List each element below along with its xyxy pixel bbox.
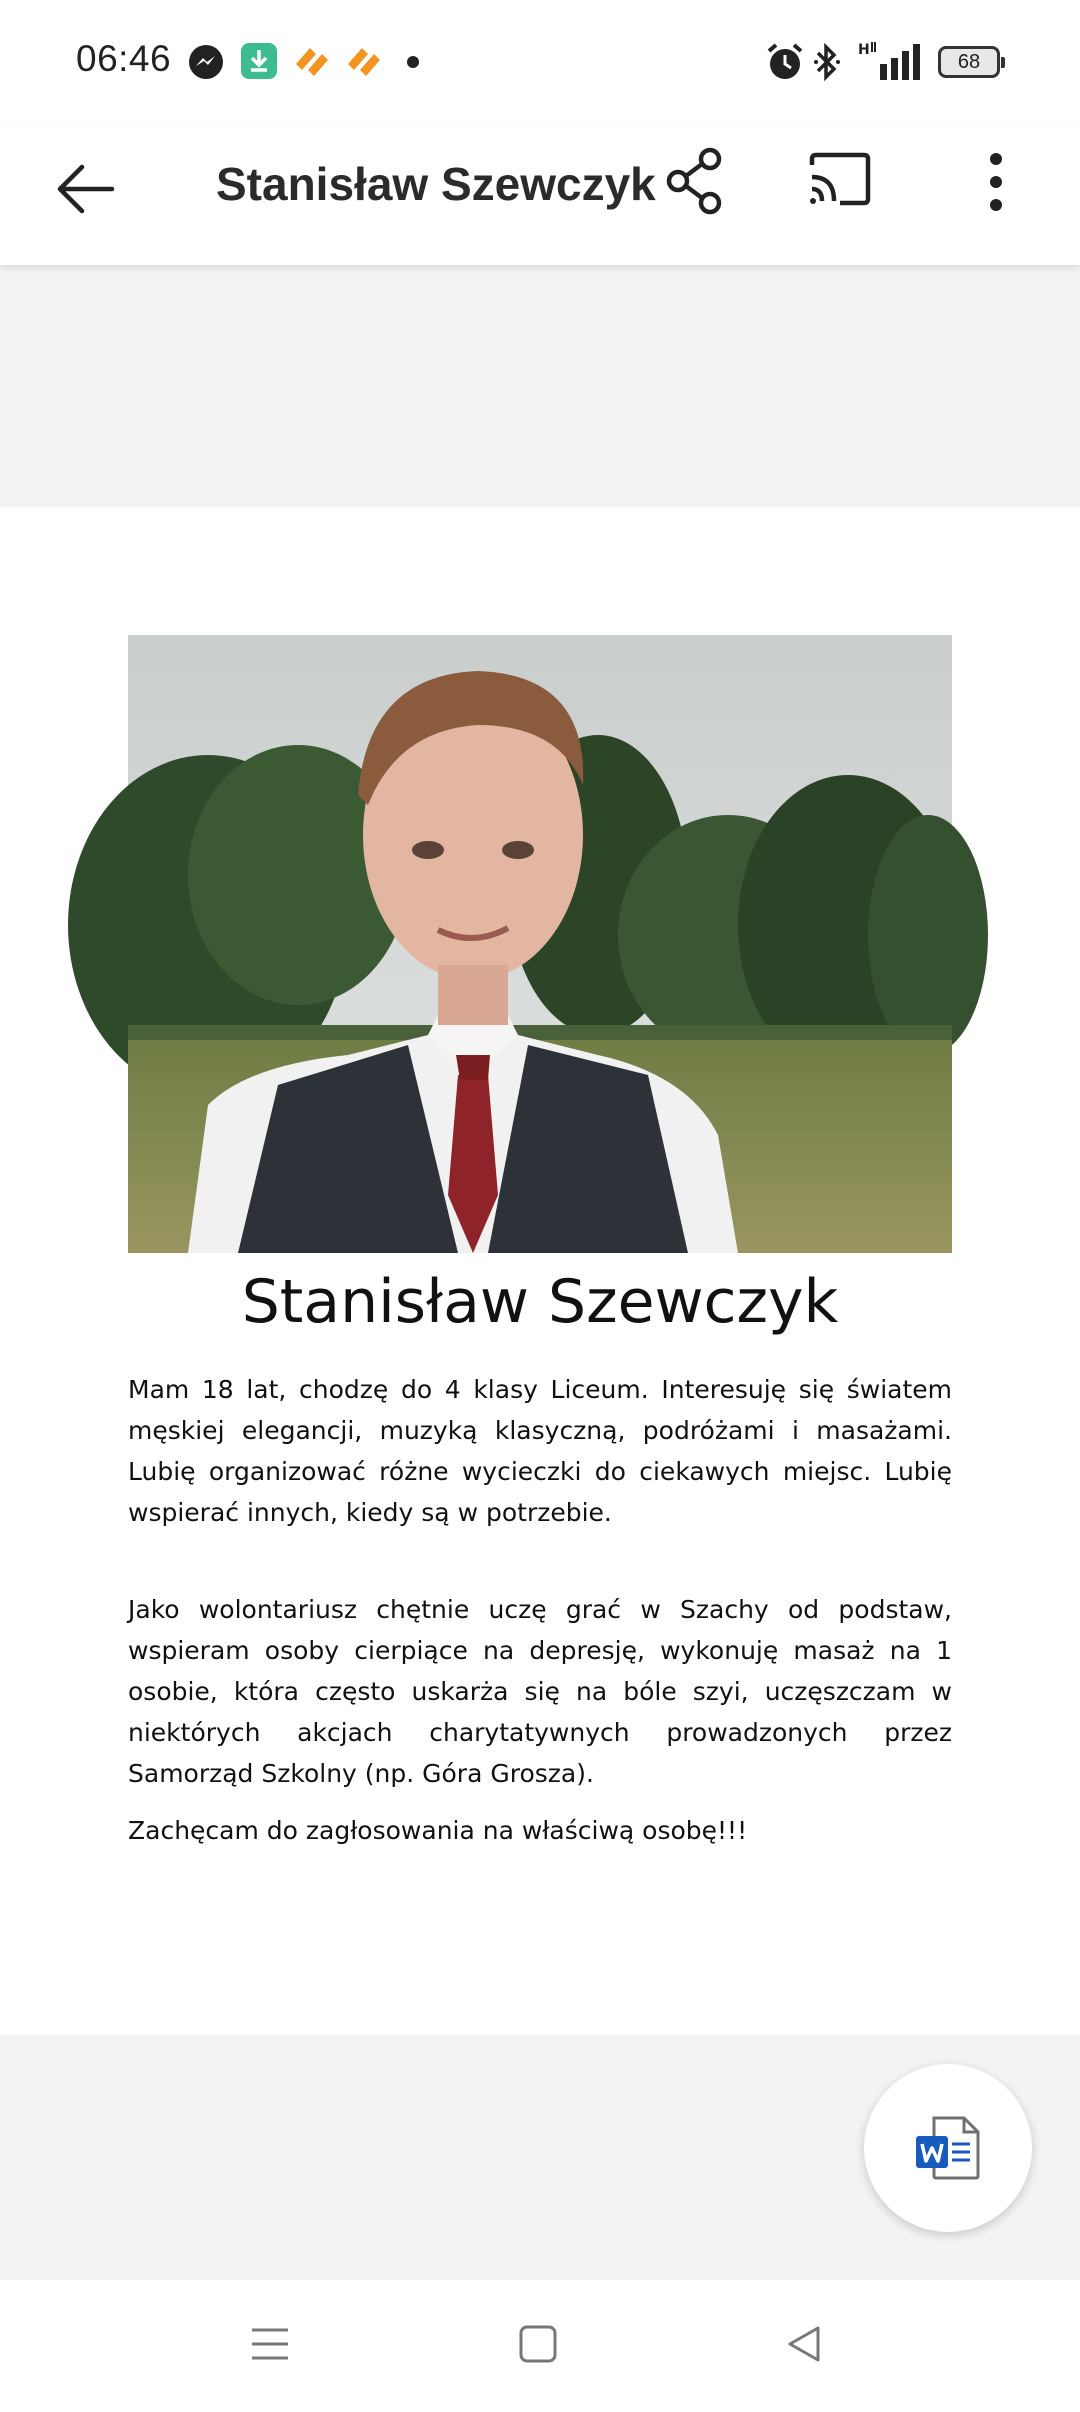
battery-level: 68 (957, 51, 981, 73)
document-page[interactable] (0, 507, 1080, 2035)
app-icon (292, 44, 332, 78)
navigation-bar (0, 2280, 1080, 2412)
profile-photo (128, 635, 952, 1253)
download-icon (240, 42, 278, 80)
back-icon[interactable] (52, 155, 120, 223)
profile-photo-illustration (128, 635, 952, 1253)
share-icon[interactable] (662, 145, 728, 215)
document-heading: Stanisław Szewczyk (241, 1267, 839, 1337)
status-bar (0, 0, 1080, 125)
document-paragraph: Mam 18 lat, chodzę do 4 klasy Liceum. Interesuję się światem męskiej elegancji, muzyką klasyczną, podróżami i masażami. Lubię organizować różne wycieczki do ciekawych miejsc. Lubię wspierać innych, kiedy są w potrzebie. (128, 1375, 952, 1527)
status-time: 06:46 (76, 38, 172, 79)
svg-text:H: H (858, 42, 870, 58)
word-icon (912, 2112, 984, 2184)
more-icon[interactable] (978, 151, 1014, 213)
open-in-word-button[interactable] (864, 2064, 1032, 2232)
document-paragraph: Zachęcam do zagłosowania na właściwą osobę!!! (128, 1816, 748, 1845)
alarm-icon (766, 42, 804, 82)
back-triangle-icon[interactable] (784, 2324, 824, 2364)
bluetooth-icon (812, 42, 842, 82)
signal-icon (858, 40, 924, 82)
app-bar (0, 125, 1080, 265)
app-icon (344, 44, 384, 78)
menu-icon[interactable] (248, 2324, 292, 2364)
home-icon[interactable] (518, 2324, 558, 2364)
document-paragraph: Jako wolontariusz chętnie uczę grać w Szachy od podstaw, wspieram osoby cierpiące na depresję, wykonuję masaż na 1 osobie, która często uskarża się na bóle szyi, uczęszczam w niektórych akcjach charytatywnych prowadzonych przez Samorząd Szkolny (np. Góra Grosza). (128, 1595, 952, 1788)
app-title: Stanisław Szewczyk (216, 158, 656, 210)
cast-icon[interactable] (806, 151, 874, 207)
battery-icon (938, 46, 1000, 78)
dot-icon (406, 55, 420, 69)
messenger-icon (188, 44, 224, 80)
